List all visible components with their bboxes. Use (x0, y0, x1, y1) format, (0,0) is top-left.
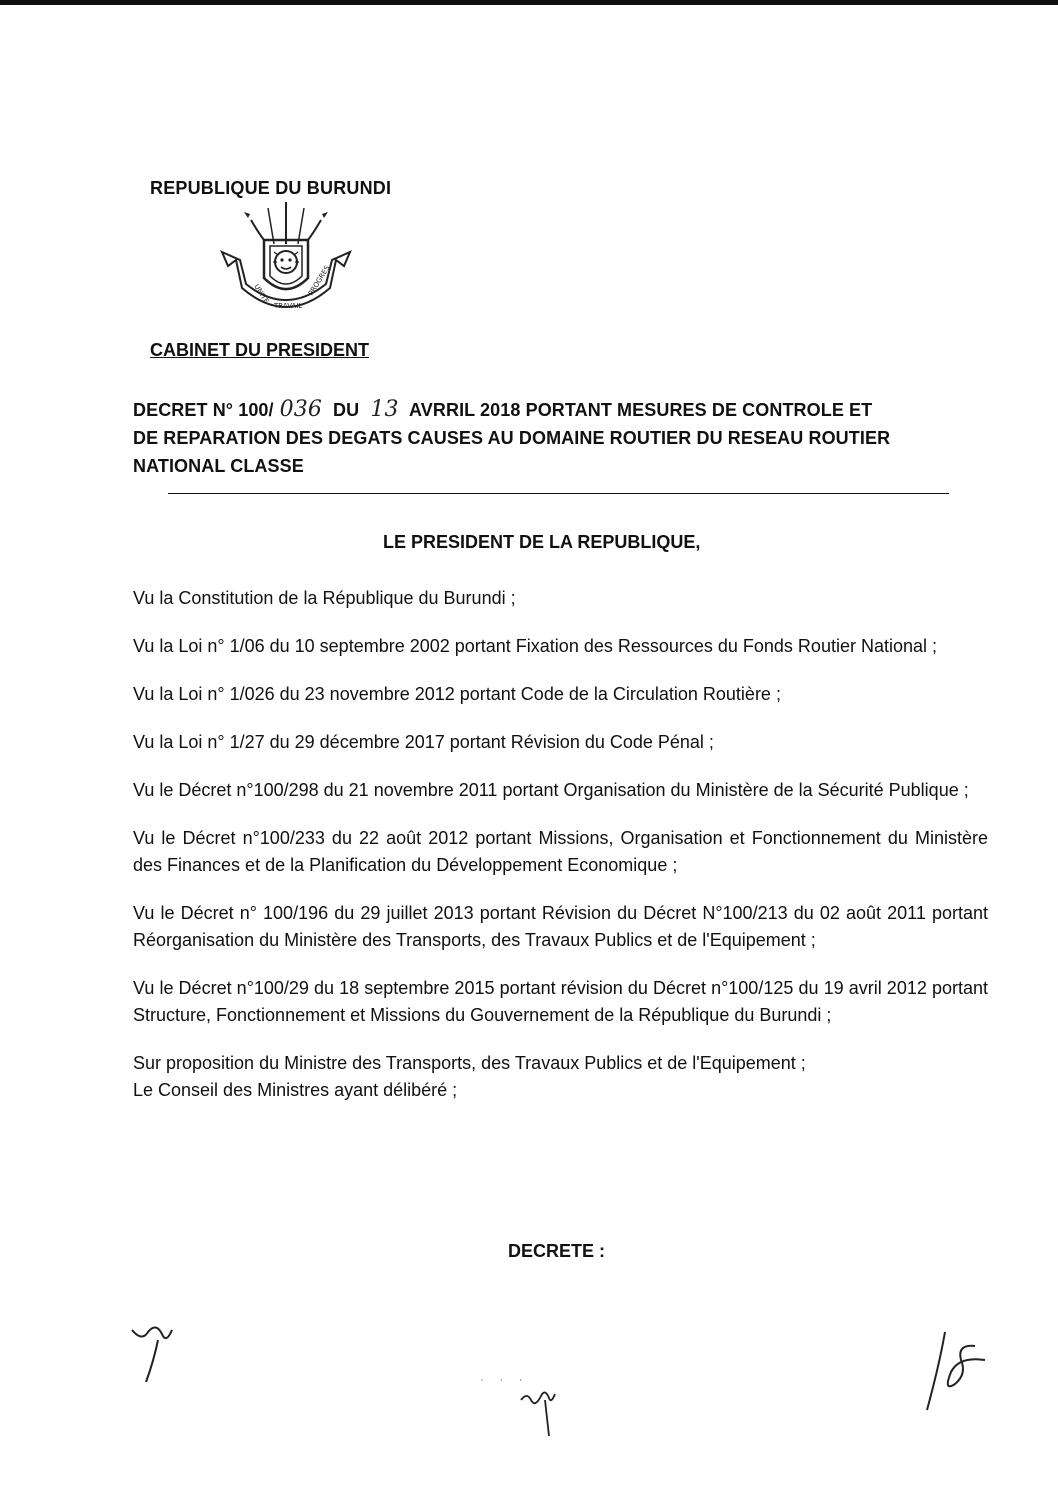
title-line-2: DE REPARATION DES DEGATS CAUSES AU DOMAINE ROUTIER DU RESEAU ROUTIER (133, 428, 891, 448)
title-divider (168, 493, 949, 494)
president-heading: LE PRESIDENT DE LA REPUBLIQUE, (383, 532, 701, 552)
visa-loi-fonds-routier: Vu la Loi n° 1/06 du 10 septembre 2002 portant Fixation des Ressources du Fonds Routier National ; (133, 636, 938, 656)
visa-constitution: Vu la Constitution de la République du Burundi ; (133, 588, 516, 608)
scan-top-edge (0, 0, 1058, 5)
title-line-3: NATIONAL CLASSE (133, 456, 304, 476)
visa-decret-securite-publique: Vu le Décret n°100/298 du 21 novembre 2011 portant Organisation du Ministère de la Sécurité Publique ; (133, 780, 969, 800)
handwritten-decree-number: 036 (279, 397, 322, 422)
title-line-1-rest: AVRRIL 2018 PORTANT MESURES DE CONTROLE ET (409, 400, 873, 420)
initials-signature-left (128, 1320, 188, 1390)
title-line-1 (133, 396, 993, 424)
visa-loi-code-circulation: Vu la Loi n° 1/026 du 23 novembre 2012 portant Code de la Circulation Routière ; (133, 684, 781, 704)
visa-decret-gouvernement: Vu le Décret n°100/29 du 18 septembre 2015 portant révision du Décret n°100/125 du 19 avril 2012 portant Structure, Fonctionnement et Missions du Gouvernement de la République du Burundi ; (133, 978, 988, 1025)
visa-decret-finances: Vu le Décret n°100/233 du 22 août 2012 portant Missions, Organisation et Fonctionnement du Ministère des Finances et de la Planification du Développement Economique ; (133, 828, 988, 875)
proposal-line: Sur proposition du Ministre des Transports, des Travaux Publics et de l'Equipement ; (133, 1053, 806, 1073)
visa-loi-code-penal: Vu la Loi n° 1/27 du 29 décembre 2017 portant Révision du Code Pénal ; (133, 732, 714, 752)
coat-of-arms-emblem (216, 200, 356, 328)
cabinet-heading: CABINET DU PRESIDENT (150, 340, 370, 360)
council-line: Le Conseil des Ministres ayant délibéré ; (133, 1080, 458, 1100)
title-prefix: DECRET N° 100/ (133, 400, 274, 420)
svg-text:PROGRES: PROGRES (306, 264, 332, 298)
initials-signature-center (515, 1382, 565, 1442)
country-heading: REPUBLIQUE DU BURUNDI (150, 178, 392, 198)
svg-text:TRAVAIL: TRAVAIL (274, 302, 303, 310)
decree-title (133, 396, 993, 480)
scan-specks: · · · (480, 1372, 529, 1386)
svg-text:UNITE: UNITE (252, 282, 271, 305)
handwritten-day: 13 (370, 397, 399, 422)
initials-signature-right (915, 1326, 995, 1416)
visas-list (133, 585, 988, 1104)
decrete-heading: DECRETE : (508, 1241, 606, 1261)
title-du: DU (333, 400, 360, 420)
visa-decret-transports: Vu le Décret n° 100/196 du 29 juillet 2013 portant Révision du Décret N°100/213 du 02 août 2011 portant Réorganisation du Ministère des Transports, des Travaux Publics et de l'Equipement ; (133, 903, 988, 950)
